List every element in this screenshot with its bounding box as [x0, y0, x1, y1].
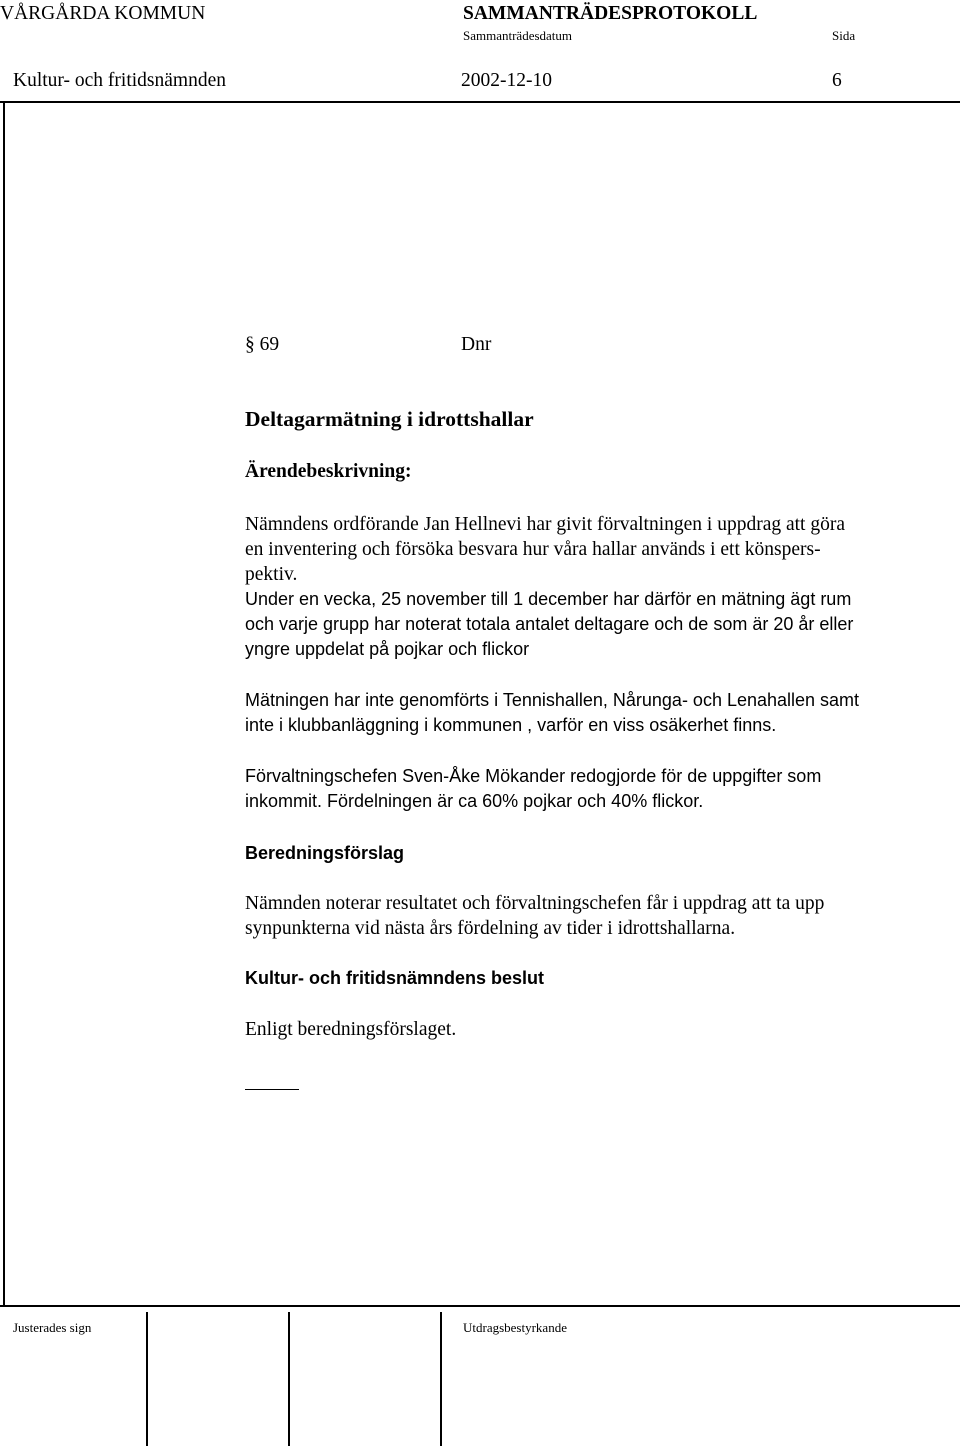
paragraph-exceptions — [245, 688, 925, 738]
signature-box-divider — [288, 1312, 290, 1446]
paragraph-measurement — [245, 587, 925, 662]
paragraph-line: Under en vecka, 25 november till 1 december har därför en mätning ägt rum — [245, 589, 852, 609]
paragraph-line: en inventering och försöka besvara hur våra hallar används i ett könspers- — [245, 539, 821, 560]
paragraph-line: Förvaltningschefen Sven-Åke Mökander redogjorde för de uppgifter som — [245, 766, 822, 786]
dnr-label: Dnr — [461, 334, 492, 355]
page-label: Sida — [832, 28, 856, 43]
section-number: § 69 — [245, 334, 280, 355]
paragraph-line: inte i klubbanläggning i kommunen , varför en viss osäkerhet finns. — [245, 715, 777, 735]
paragraph-line: Nämndens ordförande Jan Hellnevi har givit förvaltningen i uppdrag att göra — [245, 514, 845, 535]
decision-heading: Kultur- och fritidsnämndens beslut — [245, 968, 545, 988]
meeting-date: 2002-12-10 — [461, 70, 552, 91]
meeting-date-label: Sammanträdesdatum — [463, 28, 573, 43]
paragraph-line: Nämnden noterar resultatet och förvaltningschefen får i uppdrag att ta upp — [245, 893, 825, 914]
paragraph-line: synpunkterna vid nästa års fördelning av tider i idrottshallarna. — [245, 918, 736, 939]
decision-text: Enligt beredningsförslaget. — [245, 1019, 457, 1040]
paragraph-line: yngre uppdelat på pojkar och flickor — [245, 639, 530, 659]
left-margin-rule — [3, 101, 5, 1305]
signature-box-divider — [440, 1312, 442, 1446]
paragraph-assignment — [245, 512, 925, 587]
paragraph-line: och varje grupp har noterat totala antalet deltagare och de som är 20 år eller — [245, 614, 854, 634]
footer-divider — [0, 1305, 960, 1307]
paragraph-proposal — [245, 891, 925, 941]
proposal-heading: Beredningsförslag — [245, 843, 405, 863]
description-heading: Ärendebeskrivning: — [245, 461, 412, 482]
organisation-name: VÅRGÅRDA KOMMUN — [0, 3, 206, 24]
signature-box-divider — [146, 1312, 148, 1446]
end-of-item-rule — [245, 1089, 299, 1090]
signature-label: Justerades sign — [13, 1320, 92, 1335]
paragraph-line: inkommit. Fördelningen är ca 60% pojkar och 40% flickor. — [245, 791, 704, 811]
board-name: Kultur- och fritidsnämnden — [13, 70, 226, 91]
item-title: Deltagarmätning i idrottshallar — [245, 407, 534, 431]
page-number: 6 — [832, 70, 842, 91]
document-type: SAMMANTRÄDESPROTOKOLL — [463, 3, 758, 24]
paragraph-line: Mätningen har inte genomförts i Tennishallen, Nårunga- och Lenahallen samt — [245, 690, 860, 710]
certification-label: Utdragsbestyrkande — [463, 1320, 567, 1335]
paragraph-line: pektiv. — [245, 564, 298, 585]
paragraph-result — [245, 764, 925, 814]
header-divider — [0, 101, 960, 103]
